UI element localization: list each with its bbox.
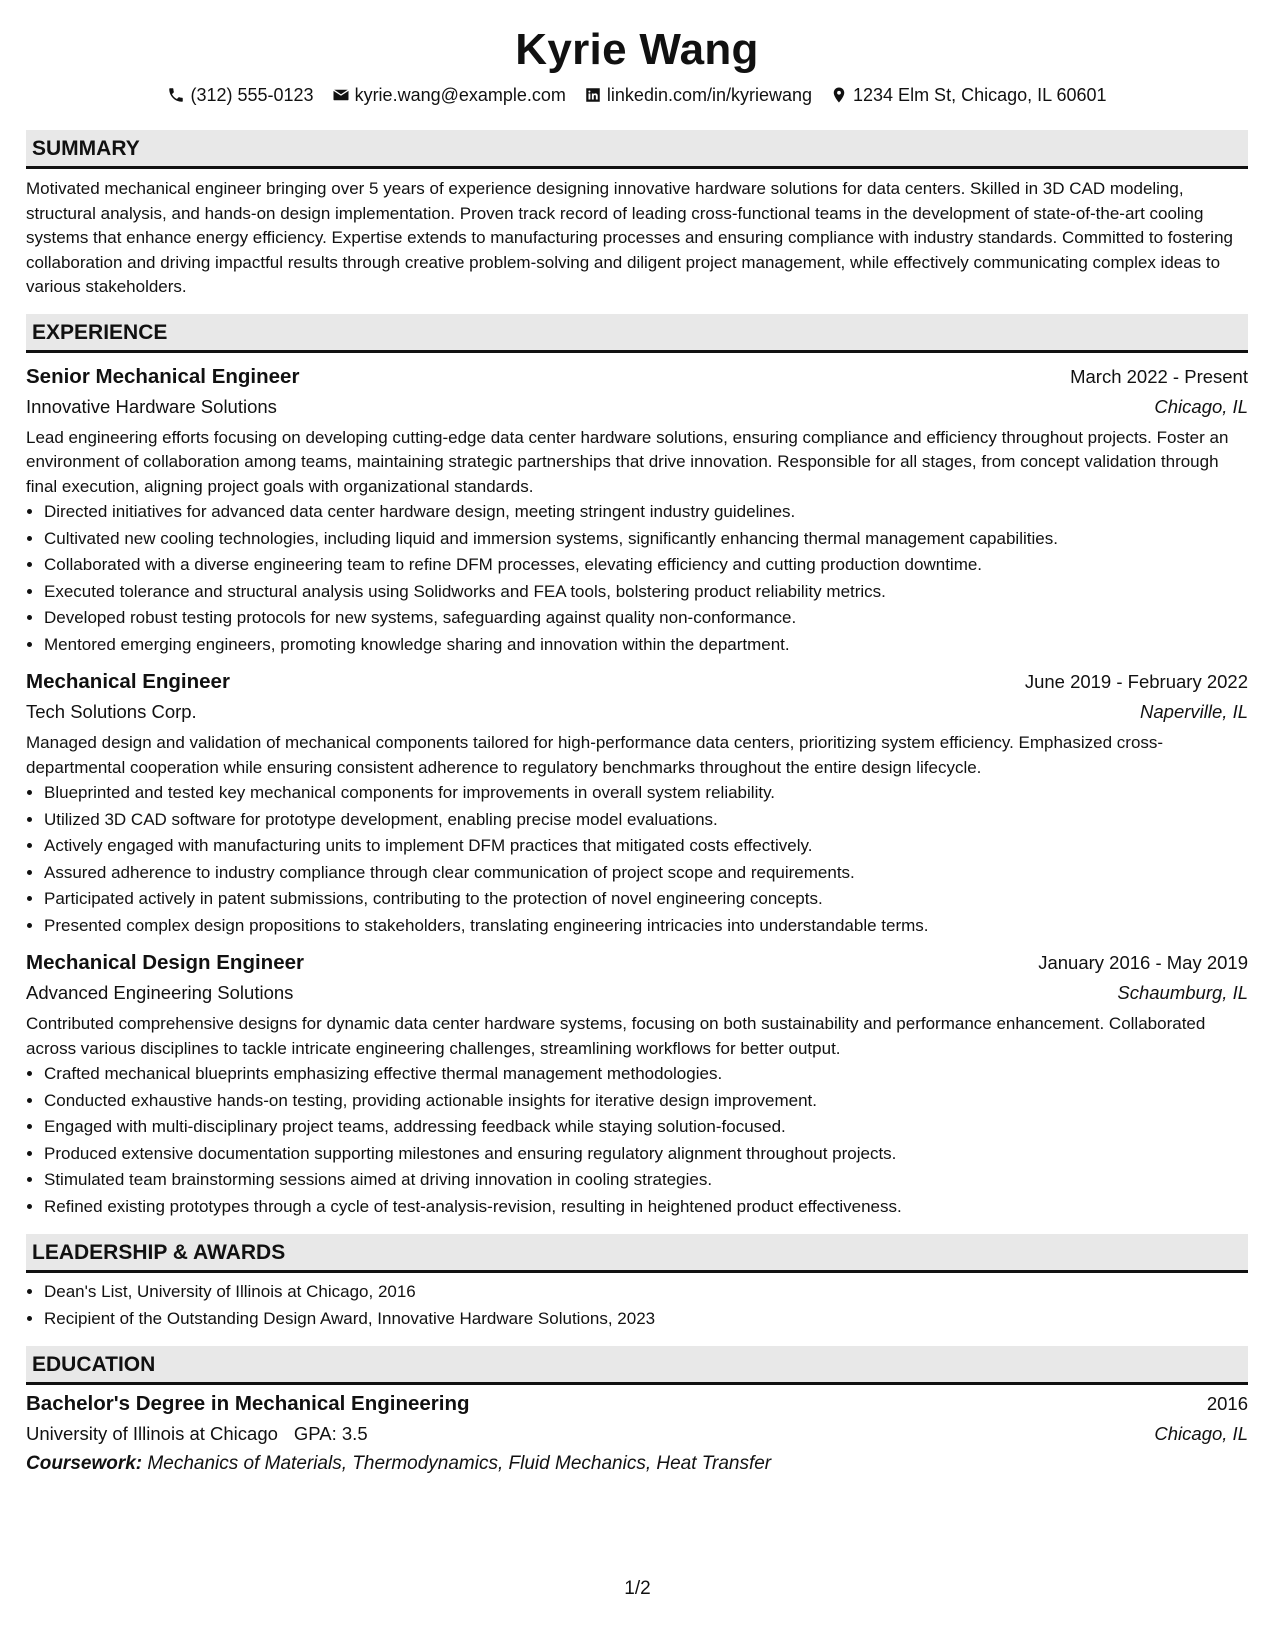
list-item: • Engaged with multi-disciplinary project teams, addressing feedback while staying solution-focused.	[44, 1114, 1248, 1141]
list-item: • Actively engaged with manufacturing units to implement DFM practices that mitigated costs effectively.	[44, 833, 1248, 860]
contact-phone	[167, 82, 313, 108]
job-company: Tech Solutions Corp.	[26, 701, 197, 722]
list-item: • Refined existing prototypes through a cycle of test-analysis-revision, resulting in heightened product effectiveness.	[44, 1194, 1248, 1221]
contact-phone-text: (312) 555-0123	[190, 85, 314, 105]
job-bullets	[26, 780, 1248, 939]
job-subheader	[26, 697, 1248, 727]
job-header	[26, 667, 1248, 697]
contact-bar	[26, 82, 1248, 108]
job-bullets	[26, 499, 1248, 658]
job-entry	[26, 667, 1248, 939]
summary-heading: SUMMARY	[26, 130, 1248, 169]
education-header	[26, 1389, 1248, 1419]
contact-address	[830, 82, 1107, 108]
resume-page	[26, 0, 1248, 1479]
awards-list	[26, 1279, 1248, 1332]
job-header	[26, 362, 1248, 392]
education-subheader	[26, 1419, 1248, 1449]
contact-email[interactable]	[332, 82, 566, 108]
contact-linkedin[interactable]	[584, 82, 812, 108]
job-dates: January 2016 - May 2019	[1038, 952, 1248, 973]
education-heading: EDUCATION	[26, 1346, 1248, 1385]
list-item: • Conducted exhaustive hands-on testing, providing actionable insights for iterative design improvement.	[44, 1088, 1248, 1115]
job-subheader	[26, 978, 1248, 1008]
job-description: Managed design and validation of mechanical components tailored for high-performance data centers, prioritizing system efficiency. Emphasized cross-departmental cooperation while ensuring consistent adherence to regulatory benchmarks throughout the entire design lifecycle.	[26, 733, 1164, 777]
experience-heading: EXPERIENCE	[26, 314, 1248, 353]
list-item: • Collaborated with a diverse engineering team to refine DFM processes, elevating efficiency and cutting production downtime.	[44, 552, 1248, 579]
list-item: • Presented complex design propositions to stakeholders, translating engineering intricacies into understandable terms.	[44, 913, 1248, 940]
list-item: • Blueprinted and tested key mechanical components for improvements in overall system reliability.	[44, 780, 1248, 807]
job-entry	[26, 362, 1248, 659]
job-company: Innovative Hardware Solutions	[26, 395, 277, 417]
list-item: • Recipient of the Outstanding Design Award, Innovative Hardware Solutions, 2023	[44, 1306, 1248, 1333]
list-item: • Assured adherence to industry compliance through clear communication of project scope and requirements.	[44, 860, 1248, 887]
list-item: • Cultivated new cooling technologies, including liquid and immersion systems, significantly enhancing thermal management capabilities.	[44, 526, 1248, 553]
job-title: Mechanical Design Engineer	[26, 951, 304, 974]
contact-linkedin-text: linkedin.com/in/kyriewang	[606, 85, 813, 105]
school-location: Chicago, IL	[1154, 1423, 1248, 1444]
job-description: Lead engineering efforts focusing on developing cutting-edge data center hardware solutions, ensuring compliance and efficiency throughout projects. Foster an environment of collaboration among teams, maintaining strategic partnerships that drive innovation. Responsible for all stages, from concept validation through final execution, aligning project goals with organizational standards.	[26, 427, 1229, 496]
job-entry	[26, 948, 1248, 1220]
job-description: Contributed comprehensive designs for dynamic data center hardware systems, focusing on both sustainability and performance enhancement. Collaborated across various disciplines to tackle intricate engineering challenges, streamlining workflows for better output.	[26, 1014, 1206, 1058]
contact-address-text: 1234 Elm St, Chicago, IL 60601	[853, 85, 1107, 105]
job-location: Naperville, IL	[1140, 701, 1248, 722]
list-item: • Developed robust testing protocols for new systems, safeguarding against quality non-conformance.	[44, 605, 1248, 632]
job-location: Schaumburg, IL	[1117, 982, 1248, 1003]
summary-text: Motivated mechanical engineer bringing over 5 years of experience designing innovative hardware solutions for data centers. Skilled in 3D CAD modeling, structural analysis, and hands-on design implementation. Proven track record of leading cross-functional teams in the development of state-of-the-art cooling systems that enhance energy efficiency. Expertise extends to manufacturing processes and ensuring compliance with industry standards. Committed to fostering collaboration and driving impactful results through creative problem-solving and diligent project management, while effectively communicating complex ideas to various stakeholders.	[26, 179, 1233, 296]
education-entry	[26, 1389, 1248, 1479]
list-item: • Stimulated team brainstorming sessions aimed at driving innovation in cooling strategies.	[44, 1167, 1248, 1194]
coursework-label: Coursework:	[26, 1453, 143, 1474]
list-item: • Participated actively in patent submissions, contributing to the protection of novel engineering concepts.	[44, 886, 1248, 913]
linkedin-icon	[584, 86, 602, 104]
map-pin-icon	[830, 86, 848, 104]
job-header	[26, 948, 1248, 978]
job-subheader	[26, 392, 1248, 422]
coursework-list: Mechanics of Materials, Thermodynamics, Fluid Mechanics, Heat Transfer	[147, 1453, 772, 1474]
list-item: • Mentored emerging engineers, promoting knowledge sharing and innovation within the department.	[44, 632, 1248, 659]
phone-icon	[167, 86, 185, 104]
degree-title: Bachelor's Degree in Mechanical Engineering	[26, 1392, 470, 1415]
candidate-name: Kyrie Wang	[515, 25, 759, 74]
list-item: • Dean's List, University of Illinois at Chicago, 2016	[44, 1279, 1248, 1306]
contact-email-text: kyrie.wang@example.com	[354, 85, 566, 105]
list-item: • Executed tolerance and structural analysis using Solidworks and FEA tools, bolstering product reliability metrics.	[44, 579, 1248, 606]
job-dates: March 2022 - Present	[1070, 365, 1248, 387]
page-number: 1/2	[624, 1578, 651, 1599]
list-item: • Utilized 3D CAD software for prototype development, enabling precise model evaluations.	[44, 807, 1248, 834]
job-bullets	[26, 1061, 1248, 1220]
school-name: University of Illinois at Chicago	[26, 1423, 278, 1444]
job-company: Advanced Engineering Solutions	[26, 982, 294, 1003]
gpa: GPA: 3.5	[293, 1423, 368, 1444]
awards-heading: LEADERSHIP & AWARDS	[26, 1234, 1248, 1273]
degree-year: 2016	[1206, 1393, 1248, 1414]
job-title: Mechanical Engineer	[26, 670, 230, 693]
envelope-icon	[332, 86, 350, 104]
job-dates: June 2019 - February 2022	[1024, 671, 1248, 692]
job-title: Senior Mechanical Engineer	[26, 364, 300, 388]
list-item: • Directed initiatives for advanced data center hardware design, meeting stringent industry guidelines.	[44, 499, 1248, 526]
list-item: • Crafted mechanical blueprints emphasizing effective thermal management methodologies.	[44, 1061, 1248, 1088]
list-item: • Produced extensive documentation supporting milestones and ensuring regulatory alignment throughout projects.	[44, 1141, 1248, 1168]
school-line	[26, 1419, 368, 1449]
job-location: Chicago, IL	[1154, 395, 1248, 417]
coursework	[26, 1449, 1248, 1479]
